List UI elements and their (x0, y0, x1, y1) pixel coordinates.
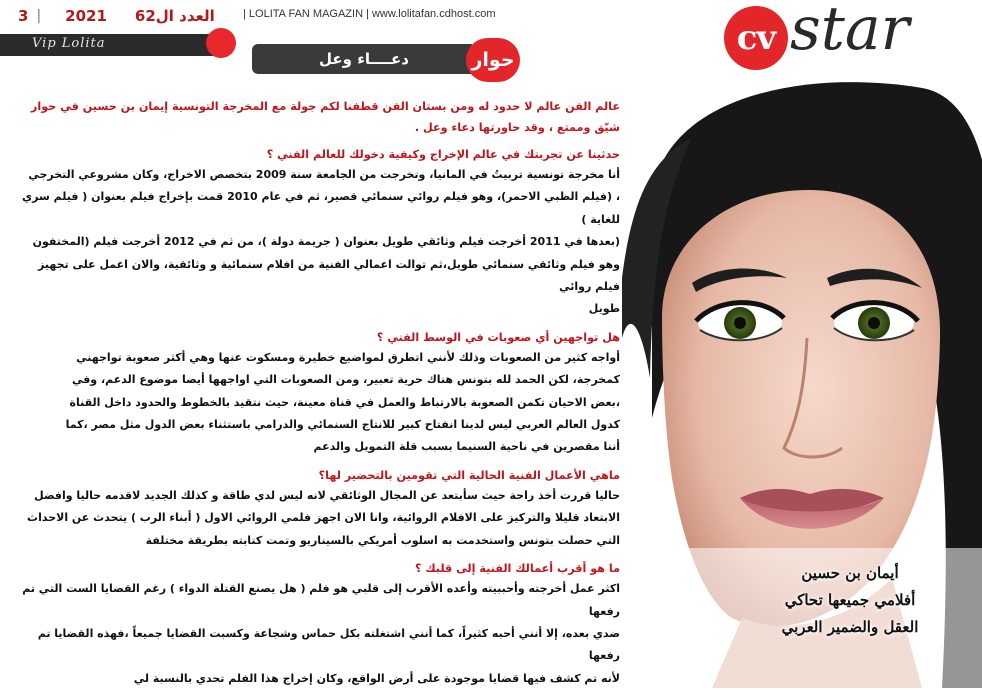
answer-line: ، (فيلم الظبي الاحمر)، وهو فيلم روائي سنمائي قصير، ثم في عام 2010 قمت بإخراج فيلم بعنوان ( فيلم سري للغاية ) (22, 190, 620, 226)
magazine-line: | LOLITA FAN MAGAZIN | www.lolitafan.cdhost.com (243, 8, 496, 20)
answer-line: ضدي بعده، إلا أنني أحبه كثيراً، كما أنني اشتغلته بكل حماس وشجاعة وكسبت القضايا جميعاً ،فهذه القضايا تم رفعها (37, 626, 620, 663)
separator: | (36, 8, 42, 24)
section-badge: حوار (466, 38, 520, 82)
answer-3 (20, 485, 620, 552)
answer-line: حاليا قررت أخذ راحة حيث سأبتعد عن المجال الوثائقي لانه ليس لدي طاقة و كذلك الجديد لاقدمه حاليا وافضل (34, 488, 620, 502)
author-name: دعــــاء وعل (252, 44, 476, 74)
answer-line: ،بعض الاحيان تكمن الصعوبة بالارتباط والعمل في قناة معينة، حيث نتقيد بالخطوط والحدود داخل القناة (69, 395, 620, 409)
answer-line: لأنه تم كشف فيها قضايا موجودة على أرض الواقع، وكان إخراج هذا الفلم تحدي بالنسبة لي (133, 671, 620, 685)
answer-line: كدول العالم العربي ليس لدينا انفتاح كبير للانتاج السنمائي والدرامي باستثناء بعض الدول مثل مصر ،كما (65, 418, 620, 432)
answer-line: أننا مقصرين في ناحية السنيما بسبب قلة التمويل والدعم (313, 440, 620, 454)
article-intro: عالم الفن عالم لا حدود له ومن بستان الفن قطفنا لكم جولة مع المخرجة التونسية إيمان بن حسين في حوار شيّق وممتع ، وقد حاورتها دعاء وعل . (30, 100, 620, 134)
answer-line: (بعدها في 2011 أخرجت فيلم وثائقي طويل بعنوان ( جريمة دولة )، من ثم في 2012 أخرجت فيلم (المختفون (32, 235, 620, 249)
answer-line: طويل (588, 302, 620, 316)
caption-line: أيمان بن حسين (801, 564, 899, 582)
caption-line: أفلامي جميعها تحاكي (784, 591, 916, 609)
issue-year: 2021 (65, 7, 107, 25)
question-1: حدثينا عن تجربتك في عالم الإخراج وكيفية دخولك للعالم الفني ؟ (266, 148, 620, 161)
article-body (20, 96, 620, 690)
answer-line: وهو فيلم وثائقي سنمائي طويل،ثم توالت اعمالي الفنية من افلام سنمائية و وثائقية، والان اعمل على تجهيز فيلم روائي (38, 257, 620, 294)
logo-star: star (790, 0, 910, 64)
answer-line: أواجه كثير من الصعوبات وذلك لأنني اتطرق لمواضيع خطيرة ومسكوت عنها وهي أكثر صعوبة تواجهني (76, 350, 620, 364)
question-2: هل تواجهين أي صعوبات في الوسط الفني ؟ (376, 330, 620, 344)
answer-1 (20, 164, 620, 321)
answer-line: أنا مخرجة تونسية تربيتُ في المانيا، وتخرجت من الجامعة سنة 2009 بتخصص الاخراج، وكان مشروعي التخرجي (28, 168, 620, 181)
answer-4 (20, 578, 620, 690)
answer-line: اكثر عمل أخرجته وأحببيته وأعده الأقرب إلى قلبي هو فلم ( هل يصنع القتلة الدواء ) رغم القضايا الست التي تم رفعها (22, 582, 620, 618)
answer-line: كمخرجة، لكن الحمد لله بتونس هناك حرية تعبير، ومن الصعوبات التي اواجهها أيضا موضوع الدعم، وفي (71, 373, 620, 387)
question-3: ماهي الأعمال الفنية الحالية التي تقومين بالتحضير لها؟ (318, 468, 620, 482)
question-4: ما هو أقرب أعمالك الفنية إلى قلبك ؟ (414, 562, 620, 576)
issue-number: العدد ال62 (134, 7, 215, 25)
answer-2 (20, 347, 620, 459)
logo-cv: cv (724, 6, 788, 70)
page-number: 3 (18, 7, 29, 25)
photo-caption (732, 560, 968, 641)
answer-line: التي حصلت بتونس واستخدمت به اسلوب أمريكي بالسيناريو وتمت كتابته بطريقة مختلفة (145, 533, 620, 547)
caption-line: العقل والضمير العربي (781, 618, 919, 636)
answer-line: الابتعاد قليلا والتركيز على الافلام الروائية، وانا الان اجهز فلمي الروائي الاول ( أبناء الرب ) يتحدث عن الاحداث (27, 511, 620, 525)
vip-label: Vip Lolita (32, 36, 106, 51)
red-dot-icon (206, 28, 236, 58)
